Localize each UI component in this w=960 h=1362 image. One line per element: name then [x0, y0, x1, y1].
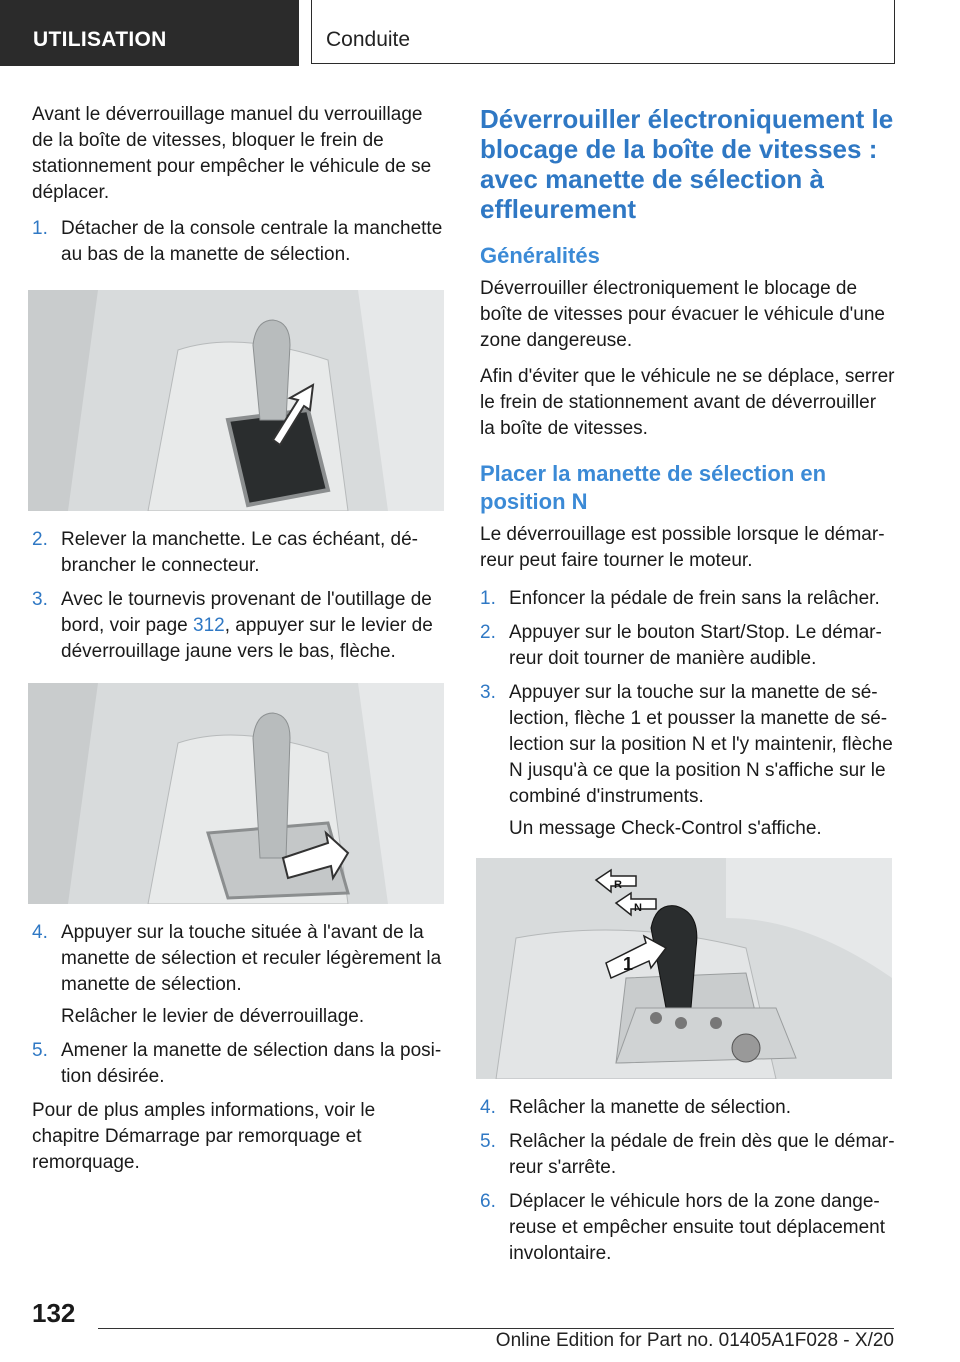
- unlock-lever-illustration: [28, 683, 444, 904]
- step-r6: 6. Déplacer le véhicule hors de la zone dangereuse et empêcher ensuite tout déplacement involontaire.: [480, 1191, 886, 1264]
- step-2: 2. Relever la manchette. Le cas échéant, débrancher le connecteur.: [32, 529, 418, 576]
- step-4: 4. Appuyer sur la touche située à l'avant de la manette de sélection et reculer légèrement la manette de sélection. Relâcher le levier de déverrouillage.: [32, 922, 442, 1027]
- chapter-title: Conduite: [326, 28, 411, 51]
- step-r5: 5. Relâcher la pédale de frein dès que le démarreur s'arrête.: [480, 1131, 895, 1178]
- figure-label-r: R: [614, 879, 622, 891]
- step-r1: 1. Enfoncer la pédale de frein sans la relâcher.: [480, 588, 880, 609]
- header-section-tab: [0, 0, 299, 66]
- step-r2: 2. Appuyer sur le bouton Start/Stop. Le démarreur doit tourner de manière audible.: [480, 622, 882, 669]
- right-column: [480, 104, 896, 1275]
- section-heading: Déverrouiller électroniquement le blocage de la boîte de vitesses : avec manette de sélection à effleurement: [480, 104, 894, 224]
- general-paragraph-2: Afin d'éviter que le véhicule ne se déplace, serrer le frein de stationnement avant de déverrouiller la boîte de vitesses.: [480, 366, 895, 439]
- outro-paragraph: Pour de plus amples informations, voir le chapitre Démarrage par remorquage et remorquage.: [32, 1100, 376, 1173]
- figure-label-1: 1: [623, 954, 634, 974]
- position-paragraph: Le déverrouillage est possible lorsque le démarreur peut faire tourner le moteur.: [480, 524, 885, 571]
- intro-paragraph: Avant le déverrouillage manuel du verrouillage de la boîte de vitesses, bloquer le frein de stationnement pour empêcher le véhicule de se déplacer.: [32, 104, 432, 203]
- selector-lever-illustration: [476, 858, 892, 1079]
- step-1: 1. Détacher de la console centrale la manchette au bas de la manette de sélection.: [32, 218, 443, 265]
- figure-unlock-lever: [28, 683, 444, 904]
- page-reference-link[interactable]: 312: [193, 615, 225, 636]
- figure-label-n: N: [634, 902, 642, 914]
- step-r4: 4. Relâcher la manette de sélection.: [480, 1097, 791, 1118]
- step-r3: 3. Appuyer sur la touche sur la manette de sélection, flèche 1 et pousser la manette de sélection sur la position N et l'y maintenir, flèche N jusqu'à ce que la position N s'affiche sur le combiné d'instruments. Un message Check-Control s'affiche.: [480, 682, 893, 839]
- figure-cuff-removal: [28, 290, 444, 511]
- gear-lever-cuff-illustration: [28, 290, 444, 511]
- subheading-position-n: Placer la manette de sélection en position N: [480, 461, 827, 514]
- page-number: 132: [32, 1298, 76, 1328]
- section-title: UTILISATION: [33, 28, 167, 51]
- header-chapter-tab: [311, 0, 895, 64]
- step-3: 3. Avec le tournevis provenant de l'outillage de bord, voir page 312, appuyer sur le levier de déverrouillage jaune vers le bas, flèche.: [32, 589, 433, 662]
- footer-divider: [98, 1328, 894, 1329]
- general-paragraph-1: Déverrouiller électroniquement le blocage de boîte de vitesses pour évacuer le véhicule d'une zone dangereuse.: [480, 278, 885, 351]
- edition-note: Online Edition for Part no. 01405A1F028 - X/20: [495, 1330, 894, 1351]
- step-5: 5. Amener la manette de sélection dans la position désirée.: [32, 1040, 442, 1087]
- figure-selector-lever: [476, 858, 892, 1079]
- subheading-general: Généralités: [480, 243, 600, 268]
- left-column: [32, 102, 446, 1186]
